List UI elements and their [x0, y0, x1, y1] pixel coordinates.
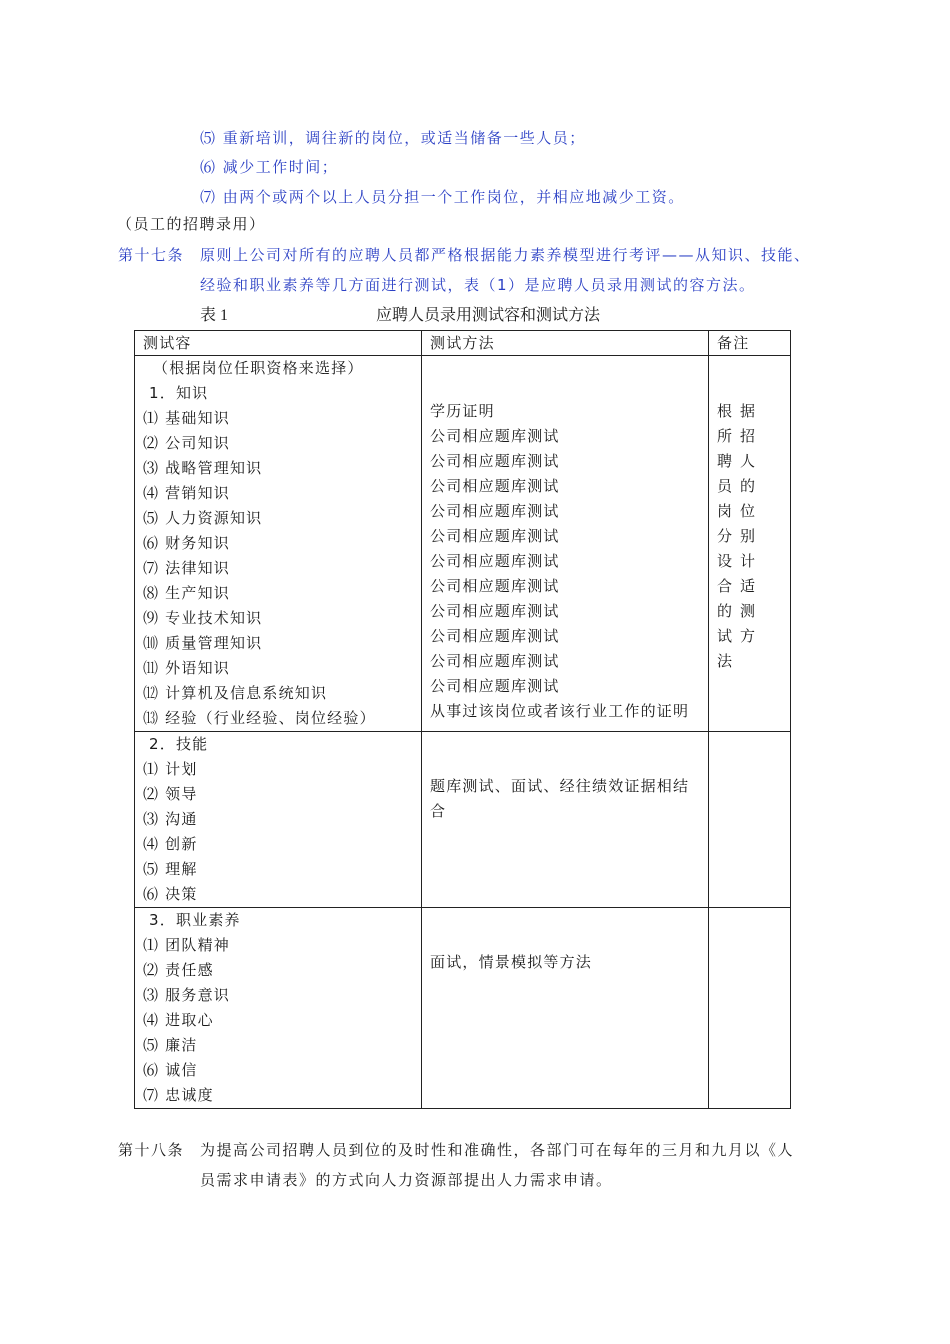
table-title: 应聘人员录用测试容和测试方法: [376, 307, 601, 324]
note-text: 根据所招聘人员的岗位分别设计合适的测试方法: [717, 402, 764, 670]
list-item-6: ⑹ 减少工作时间；: [200, 158, 339, 176]
method-line: 公司相应题库测试: [430, 677, 560, 695]
content-line: ⑶ 服务意识: [143, 986, 230, 1004]
content-line: ⑿ 计算机及信息系统知识: [143, 684, 328, 702]
table-header-row: [135, 331, 791, 356]
content-line: ⑵ 公司知识: [143, 434, 230, 452]
content-line: 3．职业素养: [149, 911, 241, 929]
method-text: 题库测试、面试、经往绩效证据相结合: [430, 777, 690, 820]
content-line: 2．技能: [149, 735, 209, 753]
content-line: 1．知识: [149, 384, 209, 402]
article-17-label: 第十七条: [118, 246, 185, 264]
content-line: ⑺ 忠诚度: [143, 1086, 214, 1104]
article-17-line-1: 原则上公司对所有的应聘人员都严格根据能力素养模型进行考评——从知识、技能、: [200, 246, 811, 264]
table-row-skills: [135, 732, 791, 908]
content-line: ⑸ 廉洁: [143, 1036, 198, 1054]
professional-note-cell: [709, 908, 791, 1109]
content-line: ⑵ 责任感: [143, 961, 214, 979]
skills-method-cell: [422, 732, 709, 908]
content-line: ⑹ 财务知识: [143, 534, 230, 552]
header-content: 测试容: [135, 331, 422, 356]
professional-method-cell: [422, 908, 709, 1109]
content-line: ⑹ 决策: [143, 885, 198, 903]
content-line: ⑻ 生产知识: [143, 584, 230, 602]
professional-content-cell: [135, 908, 422, 1109]
knowledge-method-cell: [422, 356, 709, 732]
content-line: （根据岗位任职资格来选择）: [153, 359, 364, 377]
method-line: 公司相应题库测试: [430, 502, 560, 520]
header-method: 测试方法: [422, 331, 709, 356]
method-line: 从事过该岗位或者该行业工作的证明: [430, 702, 690, 720]
section-heading: （员工的招聘录用）: [117, 215, 266, 233]
list-item-7: ⑺ 由两个或两个以上人员分担一个工作岗位，并相应地减少工资。: [200, 188, 685, 206]
test-methods-table: [134, 330, 791, 1109]
method-line: 公司相应题库测试: [430, 527, 560, 545]
content-line: ⑸ 理解: [143, 860, 198, 878]
content-line: ⑵ 领导: [143, 785, 198, 803]
table-row-professional: [135, 908, 791, 1109]
content-line: ⑷ 创新: [143, 835, 198, 853]
content-line: ⑷ 营销知识: [143, 484, 230, 502]
article-18-label: 第十八条: [118, 1141, 185, 1159]
method-line: 学历证明: [430, 402, 495, 420]
content-line: ⑶ 战略管理知识: [143, 459, 263, 477]
content-line: ⑺ 法律知识: [143, 559, 230, 577]
method-line: 公司相应题库测试: [430, 452, 560, 470]
skills-content-cell: [135, 732, 422, 908]
header-note: 备注: [709, 331, 791, 356]
method-line: 公司相应题库测试: [430, 552, 560, 570]
article-18-line-1: 为提高公司招聘人员到位的及时性和准确性，各部门可在每年的三月和九月以《人: [200, 1141, 795, 1159]
method-line: 公司相应题库测试: [430, 652, 560, 670]
method-line: 公司相应题库测试: [430, 427, 560, 445]
content-line: ⑾ 外语知识: [143, 659, 230, 677]
content-line: ⑴ 基础知识: [143, 409, 230, 427]
method-line: 公司相应题库测试: [430, 627, 560, 645]
method-line: 公司相应题库测试: [430, 577, 560, 595]
article-17-line-2: 经验和职业素养等几方面进行测试，表（1）是应聘人员录用测试的容方法。: [200, 276, 756, 294]
method-line: 公司相应题库测试: [430, 602, 560, 620]
content-line: ⑼ 专业技术知识: [143, 609, 263, 627]
knowledge-content-cell: [135, 356, 422, 732]
skills-note-cell: [709, 732, 791, 908]
content-line: ⑹ 诚信: [143, 1061, 198, 1079]
content-line: ⑷ 进取心: [143, 1011, 214, 1029]
article-18-line-2: 员需求申请表》的方式向人力资源部提出人力需求申请。: [200, 1171, 613, 1189]
list-item-5: ⑸ 重新培训，调往新的岗位，或适当储备一些人员；: [200, 129, 586, 147]
content-line: ⑴ 团队精神: [143, 936, 230, 954]
method-text: 面试，情景模拟等方法: [430, 953, 593, 971]
table-number: 表 1: [200, 307, 229, 324]
table-row-knowledge: [135, 356, 791, 732]
content-line: ⒀ 经验（行业经验、岗位经验）: [143, 709, 376, 727]
content-line: ⑴ 计划: [143, 760, 198, 778]
method-line: 公司相应题库测试: [430, 477, 560, 495]
content-line: ⑸ 人力资源知识: [143, 509, 263, 527]
knowledge-note-cell: [709, 356, 791, 732]
content-line: ⑶ 沟通: [143, 810, 198, 828]
content-line: ⑽ 质量管理知识: [143, 634, 263, 652]
